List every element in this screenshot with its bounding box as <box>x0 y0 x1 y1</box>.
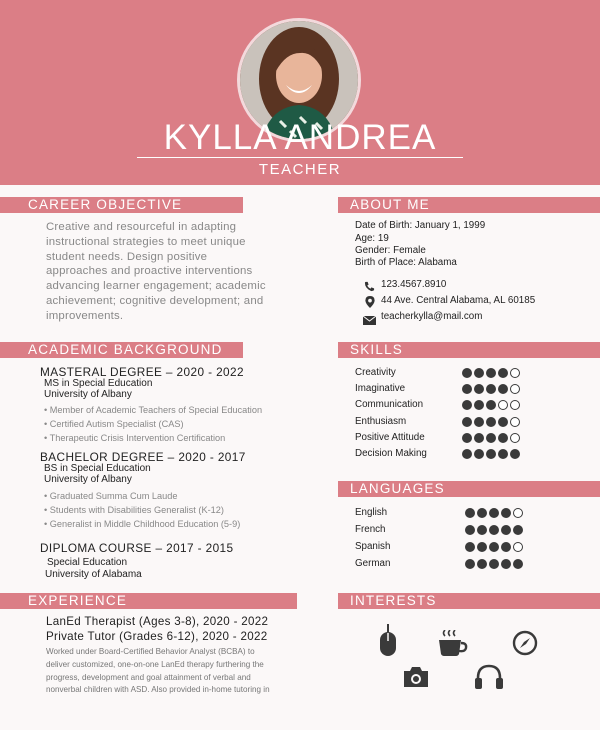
compass-icon <box>512 630 538 661</box>
language-rating <box>465 508 523 518</box>
rating-dot-filled <box>465 508 475 518</box>
experience-description <box>46 646 296 697</box>
rating-dot-filled <box>474 417 484 427</box>
rating-dot-filled <box>486 400 496 410</box>
rating-dot-filled <box>462 433 472 443</box>
skill-rating <box>462 400 520 410</box>
about-birthplace: Birth of Place: Alabama <box>355 257 457 268</box>
degree-bullet: • Therapeutic Crisis Intervention Certification <box>44 433 226 443</box>
rating-dot-filled <box>462 368 472 378</box>
rating-dot-filled <box>477 542 487 552</box>
rating-dot-filled <box>462 384 472 394</box>
name-divider <box>137 157 463 158</box>
rating-dot-filled <box>501 542 511 552</box>
skill-rating <box>462 368 520 378</box>
skill-name: Decision Making <box>355 448 427 459</box>
rating-dot-filled <box>477 525 487 535</box>
skill-rating <box>462 384 520 394</box>
person-role: TEACHER <box>258 161 342 178</box>
interests-heading: INTERESTS <box>338 593 600 609</box>
rating-dot-filled <box>486 417 496 427</box>
degree-bullet: • Generalist in Middle Childhood Education (5-9) <box>44 519 241 529</box>
languages-heading: LANGUAGES <box>338 481 600 497</box>
rating-dot-filled <box>462 400 472 410</box>
objective-line: instructional strategies to meet unique <box>46 235 246 248</box>
rating-dot-filled <box>462 417 472 427</box>
email-icon <box>363 312 376 330</box>
rating-dot-filled <box>489 559 499 569</box>
experience-role: Private Tutor (Grades 6-12), 2020 - 2022 <box>46 630 268 643</box>
degree-school: University of Albany <box>44 389 132 400</box>
degree-field: BS in Special Education <box>44 463 151 474</box>
degree-bullet: • Graduated Summa Cum Laude <box>44 491 178 501</box>
objective-line: improvements. <box>46 309 124 322</box>
rating-dot-empty <box>510 433 520 443</box>
skill-name: Enthusiasm <box>355 415 407 427</box>
objective-line: approaches and proactive interventions <box>46 265 253 278</box>
rating-dot-filled <box>501 559 511 569</box>
rating-dot-filled <box>474 433 484 443</box>
rating-dot-filled <box>474 368 484 378</box>
rating-dot-empty <box>510 400 520 410</box>
skill-rating <box>462 433 520 443</box>
camera-icon <box>402 666 430 693</box>
language-name: Spanish <box>355 541 391 552</box>
degree-title: DIPLOMA COURSE – 2017 - 2015 <box>40 541 234 555</box>
career-objective-text <box>46 220 286 324</box>
rating-dot-filled <box>513 525 523 535</box>
rating-dot-filled <box>477 559 487 569</box>
rating-dot-filled <box>465 542 475 552</box>
rating-dot-filled <box>489 525 499 535</box>
about-age: Age: 19 <box>355 233 389 244</box>
experience-heading: EXPERIENCE <box>0 593 297 609</box>
rating-dot-filled <box>489 542 499 552</box>
rating-dot-filled <box>489 508 499 518</box>
experience-desc-line: deliver customized, one-on-one LanEd therapy furthering the <box>46 659 264 669</box>
email-address: teacherkylla@mail.com <box>381 311 483 322</box>
language-rating <box>465 559 523 569</box>
objective-line: student needs. Design positive <box>46 250 208 263</box>
rating-dot-filled <box>474 400 484 410</box>
skill-rating <box>462 417 520 427</box>
skill-name: Creativity <box>355 367 396 378</box>
degree-bullet: • Students with Disabilities Generalist (K-12) <box>44 505 224 515</box>
rating-dot-filled <box>498 384 508 394</box>
experience-role: LanEd Therapist (Ages 3-8), 2020 - 2022 <box>46 615 269 628</box>
about-me-heading: ABOUT ME <box>338 197 600 213</box>
phone-number: 123.4567.8910 <box>381 279 447 290</box>
person-name: KYLLA ANDREA <box>163 118 437 157</box>
objective-line: achievement; cognitive development; and <box>46 294 264 307</box>
rating-dot-empty <box>510 417 520 427</box>
rating-dot-filled <box>462 449 472 459</box>
rating-dot-filled <box>474 449 484 459</box>
location-pin-icon <box>365 295 375 313</box>
rating-dot-filled <box>465 559 475 569</box>
degree-title: BACHELOR DEGREE – 2020 - 2017 <box>40 450 246 464</box>
career-objective-heading: CAREER OBJECTIVE <box>0 197 243 213</box>
rating-dot-empty <box>513 542 523 552</box>
degree-school: University of Alabama <box>45 569 142 580</box>
address: 44 Ave. Central Alabama, AL 60185 <box>381 295 536 306</box>
rating-dot-filled <box>477 508 487 518</box>
academic-background-heading: ACADEMIC BACKGROUND <box>0 342 243 358</box>
degree-field: Special Education <box>47 557 128 568</box>
degree-bullet: • Certified Autism Specialist (CAS) <box>44 419 184 429</box>
degree-school: University of Albany <box>44 474 132 485</box>
rating-dot-filled <box>510 449 520 459</box>
language-rating <box>465 542 523 552</box>
rating-dot-filled <box>486 433 496 443</box>
rating-dot-filled <box>498 449 508 459</box>
rating-dot-filled <box>498 433 508 443</box>
rating-dot-filled <box>486 384 496 394</box>
objective-line: advancing learner engagement; academic <box>46 280 266 293</box>
mouse-icon <box>378 624 398 663</box>
skill-name: Imaginative <box>355 383 406 395</box>
rating-dot-filled <box>513 559 523 569</box>
language-name: German <box>355 558 391 569</box>
skills-heading: SKILLS <box>338 342 600 358</box>
degree-bullet: • Member of Academic Teachers of Special Education <box>44 405 263 415</box>
rating-dot-empty <box>513 508 523 518</box>
experience-desc-line: nonverbal children with ASD. Also provided in-home tutoring in <box>46 685 270 695</box>
degree-field: MS in Special Education <box>44 378 153 389</box>
rating-dot-filled <box>486 368 496 378</box>
rating-dot-filled <box>501 525 511 535</box>
experience-desc-line: Worked under Board-Certified Behavior Analyst (BCBA) to <box>46 647 255 656</box>
rating-dot-filled <box>501 508 511 518</box>
language-name: English <box>355 507 388 518</box>
about-dob: Date of Birth: January 1, 1999 <box>355 220 486 231</box>
skill-rating <box>462 449 520 459</box>
headphones-icon <box>474 664 504 695</box>
skill-name: Communication <box>355 399 424 411</box>
language-rating <box>465 525 523 535</box>
degree-title: MASTERAL DEGREE – 2020 - 2022 <box>40 365 244 379</box>
rating-dot-filled <box>486 449 496 459</box>
rating-dot-filled <box>474 384 484 394</box>
rating-dot-empty <box>510 368 520 378</box>
rating-dot-filled <box>465 525 475 535</box>
experience-desc-line: progress, development and goal attainment of verbal and <box>46 672 251 682</box>
rating-dot-filled <box>498 368 508 378</box>
language-name: French <box>355 524 386 535</box>
rating-dot-filled <box>498 417 508 427</box>
skill-name: Positive Attitude <box>355 431 425 443</box>
objective-line: Creative and resourceful in adapting <box>46 221 237 233</box>
about-gender: Gender: Female <box>355 245 426 256</box>
rating-dot-empty <box>498 400 508 410</box>
coffee-cup-icon <box>437 630 469 663</box>
rating-dot-empty <box>510 384 520 394</box>
